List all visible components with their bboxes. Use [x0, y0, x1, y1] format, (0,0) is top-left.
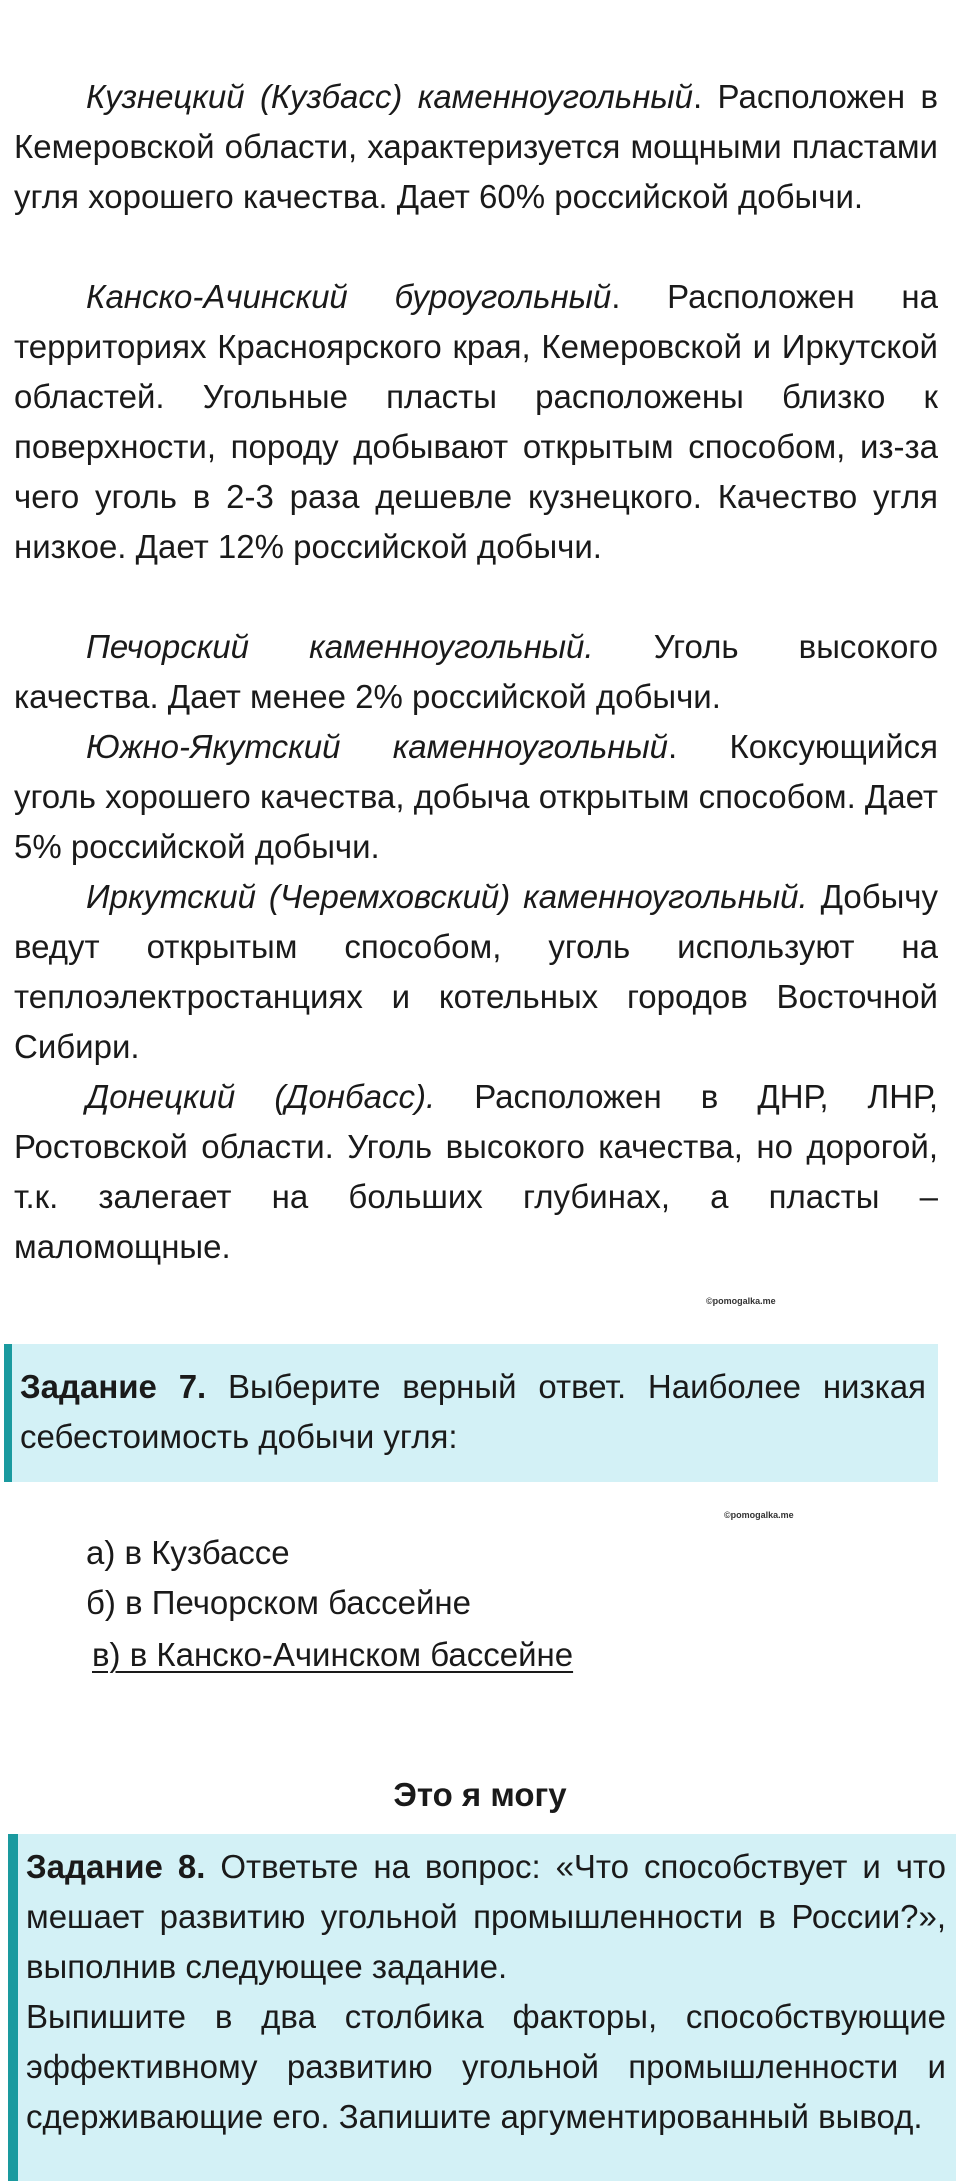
- task-7-text: [20, 1362, 926, 1462]
- basin-name: Канско-Ачинский буроугольный: [86, 278, 612, 315]
- answer-option-c-correct: в) в Канско-Ачинском бассейне: [92, 1636, 574, 1673]
- basin-name: Печорский каменноугольный.: [86, 628, 594, 665]
- task-8-label: Задание 8.: [26, 1848, 206, 1885]
- basin-name: Кузнецкий (Кузбасс) каменноугольный: [86, 78, 694, 115]
- task-7-box: [4, 1344, 938, 1482]
- basin-irkutsk: [14, 872, 938, 1072]
- task-8-box: [8, 1834, 956, 2181]
- basin-description: Добычу ведут открытым способом, уголь используют на теплоэлектростанциях и котельных городов Восточной Сибири.: [14, 878, 939, 1065]
- basin-pechora: [14, 622, 938, 722]
- task-7-question: Выберите верный ответ. Наиболее низкая себестоимость добычи угля:: [20, 1368, 926, 1455]
- task-accent-bar: [8, 1834, 18, 2181]
- watermark: ©pomogalka.me: [724, 1510, 794, 1520]
- task-accent-bar: [4, 1344, 12, 1482]
- basin-description: . Расположен на территориях Красноярского края, Кемеровской и Иркутской областей. Угольные пласты расположены близко к поверхности, породу добывают открытым способом, из-за чего уголь в 2-3 раза дешевле кузнецкого. Качество угля низкое. Дает 12% российской добычи.: [14, 278, 939, 565]
- basin-name: Донецкий (Донбасс).: [86, 1078, 436, 1115]
- section-title: Это я могу: [393, 1776, 567, 1813]
- answer-option-b: б) в Печорском бассейне: [86, 1584, 472, 1621]
- basin-name: Иркутский (Черемховский) каменноугольный.: [86, 878, 808, 915]
- task-8-text: [26, 1842, 946, 1992]
- task-8-instructions: Выпишите в два столбика факторы, способствующие эффективному развитию угольной промышленности и сдерживающие его. Запишите аргументированный вывод.: [26, 1998, 946, 2135]
- basin-description: . Расположен в Кемеровской области, характеризуется мощными пластами угля хорошего качества. Дает 60% российской добычи.: [14, 78, 938, 215]
- basin-description: Расположен в ДНР, ЛНР, Ростовской области. Уголь высокого качества, но дорогой, т.к. залегает на больших глубинах, а пласты – маломощные.: [14, 1078, 938, 1265]
- basin-south-yakutsk: [14, 722, 938, 872]
- basin-description: . Коксующийся уголь хорошего качества, добыча открытым способом. Дает 5% российской добычи.: [14, 728, 938, 865]
- basin-kansk-achinsk: [14, 272, 938, 572]
- basin-donbass: [14, 1072, 938, 1272]
- answer-option-a: а) в Кузбассе: [86, 1534, 290, 1571]
- basin-kuzbass: [14, 72, 938, 222]
- basin-name: Южно-Якутский каменноугольный: [86, 728, 669, 765]
- task-7-label: Задание 7.: [20, 1368, 207, 1405]
- basin-description: Уголь высокого качества. Дает менее 2% российской добычи.: [14, 628, 938, 715]
- watermark: ©pomogalka.me: [706, 1296, 776, 1306]
- task-8-question: Ответьте на вопрос: «Что способствует и что мешает развитию угольной промышленности в России?», выполнив следующее задание.: [26, 1848, 947, 1985]
